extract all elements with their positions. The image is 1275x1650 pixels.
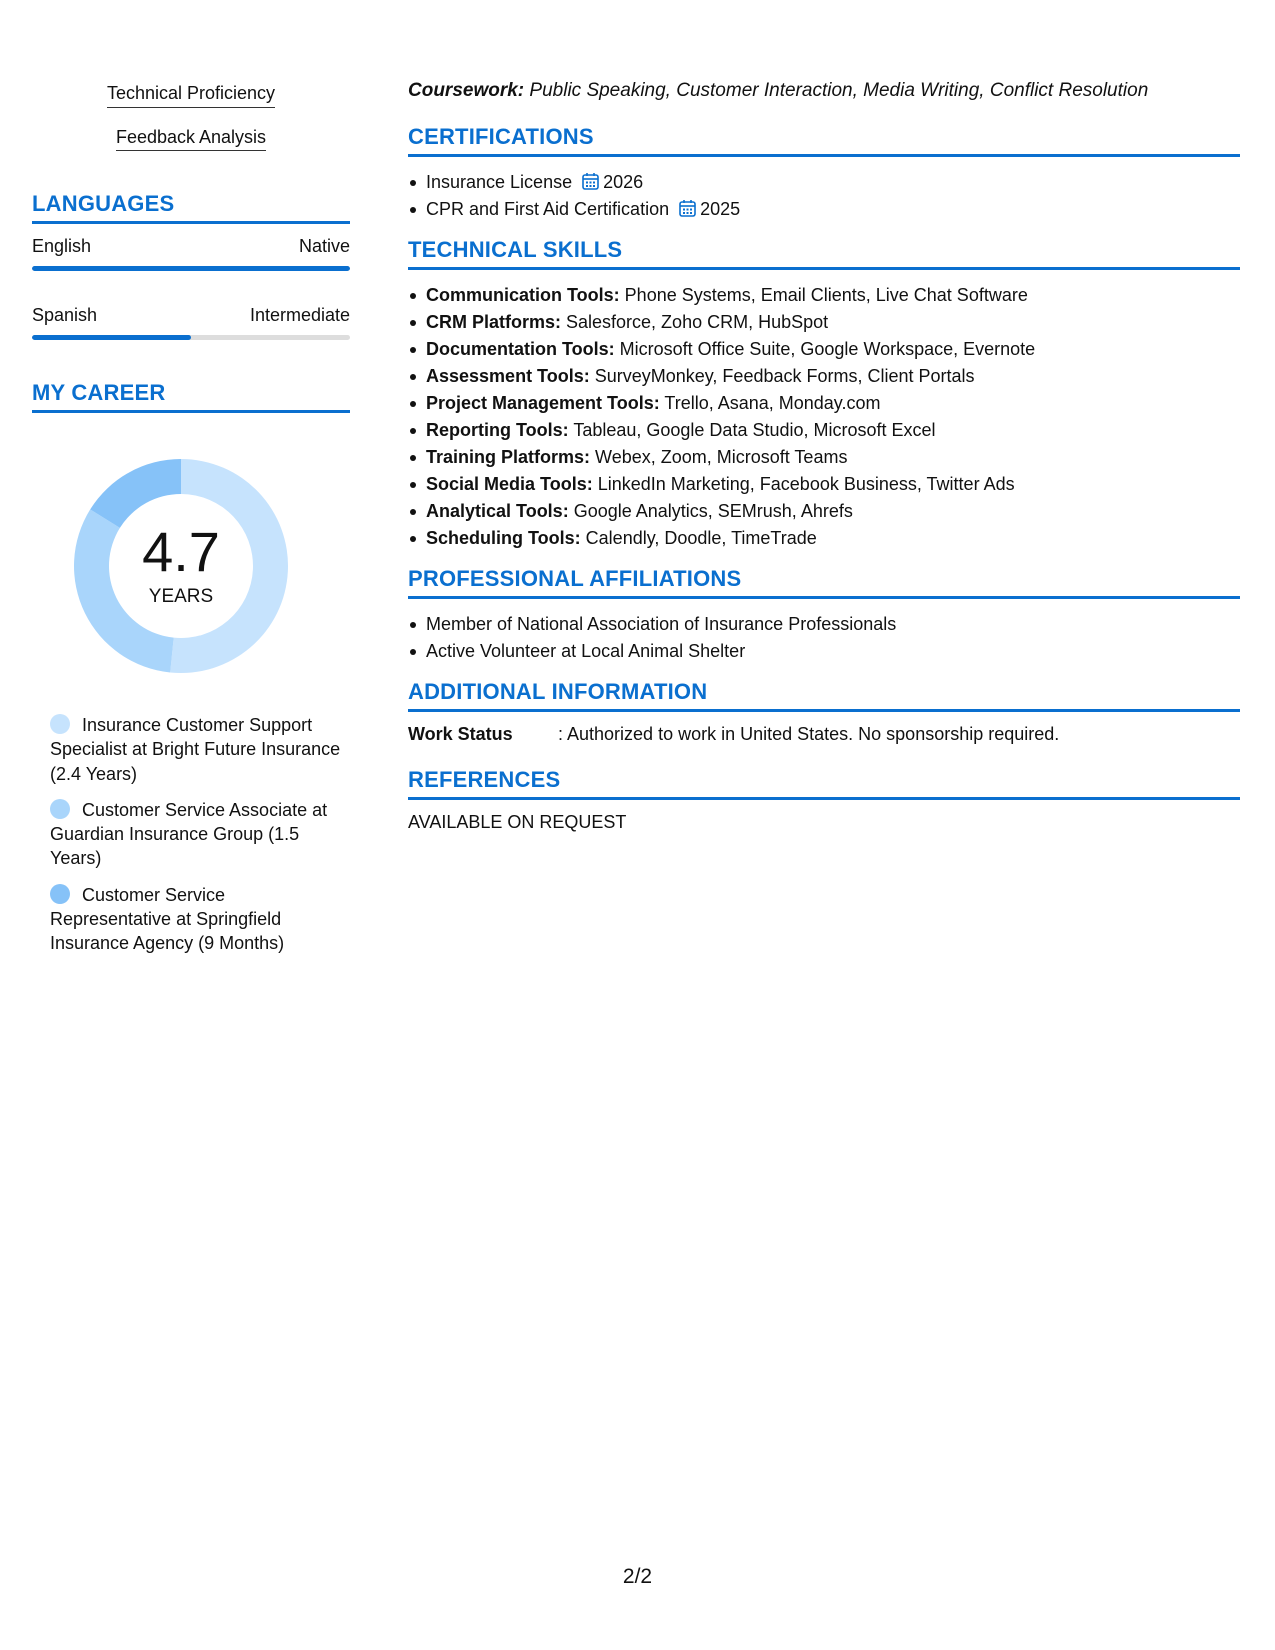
- additional-info-section: [408, 679, 1240, 745]
- career-total-value: 4.7: [142, 520, 220, 583]
- career-item: [50, 713, 350, 786]
- certification-year: 2025: [700, 199, 741, 219]
- technical-skills-list: [408, 282, 1240, 552]
- references-title: REFERENCES: [408, 767, 1240, 800]
- certification-name: Insurance License: [426, 172, 573, 192]
- languages-section: [32, 191, 350, 340]
- references-text: AVAILABLE ON REQUEST: [408, 812, 627, 832]
- skill-label: Project Management Tools:: [426, 393, 660, 413]
- page-number: 2/2: [622, 1565, 653, 1588]
- list-item: [408, 336, 1240, 363]
- skill-label: Communication Tools:: [426, 285, 620, 305]
- affiliations-title: PROFESSIONAL AFFILIATIONS: [408, 566, 1240, 599]
- language-bar-fill: [32, 266, 350, 271]
- career-total-unit: YEARS: [148, 586, 214, 607]
- language-bar-fill: [32, 335, 191, 340]
- language-row: [32, 236, 350, 257]
- career-list: [32, 713, 350, 956]
- language-bar: [32, 335, 350, 340]
- left-column: [32, 82, 350, 968]
- work-status-label: Work Status: [408, 724, 513, 744]
- skill-value: Salesforce, Zoho CRM, HubSpot: [561, 312, 829, 332]
- skill-label: Reporting Tools:: [426, 420, 569, 440]
- list-item: [408, 196, 1240, 223]
- language-level: Intermediate: [249, 305, 350, 325]
- skill-value: Webex, Zoom, Microsoft Teams: [590, 447, 848, 467]
- list-item: Active Volunteer at Local Animal Shelter: [408, 638, 1240, 665]
- language-name: English: [32, 236, 92, 256]
- language-row: [32, 305, 350, 326]
- list-item: [408, 390, 1240, 417]
- certifications-list: [408, 169, 1240, 223]
- career-title: MY CAREER: [32, 380, 350, 413]
- work-status-row: [408, 724, 1240, 745]
- calendar-icon: [582, 172, 599, 190]
- skill-label: Assessment Tools:: [426, 366, 590, 386]
- list-item: [408, 444, 1240, 471]
- language-name: Spanish: [32, 305, 98, 325]
- skill-label: Analytical Tools:: [426, 501, 569, 521]
- skill-label: Training Platforms:: [426, 447, 591, 467]
- career-item-label: Customer Service Associate at Guardian Insurance Group (1.5 Years): [50, 799, 328, 869]
- affiliations-section: [408, 566, 1240, 665]
- technical-skills-title: TECHNICAL SKILLS: [408, 237, 1240, 270]
- skill-tag: Feedback Analysis: [116, 126, 266, 152]
- work-status-value: : Authorized to work in United States. No sponsorship required.: [558, 724, 1060, 744]
- list-item: [408, 169, 1240, 196]
- skill-value: Trello, Asana, Monday.com: [659, 393, 881, 413]
- additional-info-title: ADDITIONAL INFORMATION: [408, 679, 1240, 712]
- affiliations-list: [408, 611, 1240, 665]
- legend-dot: [50, 799, 70, 819]
- references-section: [408, 767, 1240, 833]
- technical-skills-section: [408, 237, 1240, 552]
- skill-value: Microsoft Office Suite, Google Workspace, Evernote: [614, 339, 1036, 359]
- career-item: [50, 798, 350, 871]
- list-item: [408, 363, 1240, 390]
- skill-value: Tableau, Google Data Studio, Microsoft Excel: [568, 420, 936, 440]
- skill-value: LinkedIn Marketing, Facebook Business, Twitter Ads: [592, 474, 1015, 494]
- list-item: Member of National Association of Insurance Professionals: [408, 611, 1240, 638]
- skill-value: Google Analytics, SEMrush, Ahrefs: [568, 501, 853, 521]
- skill-label: Documentation Tools:: [426, 339, 615, 359]
- list-item: [408, 525, 1240, 552]
- career-item: [50, 883, 350, 956]
- certifications-title: CERTIFICATIONS: [408, 124, 1240, 157]
- certification-name: CPR and First Aid Certification: [426, 199, 670, 219]
- coursework-label: Coursework:: [408, 80, 525, 101]
- career-donut-chart: [66, 451, 296, 681]
- list-item: [408, 471, 1240, 498]
- legend-dot: [50, 714, 70, 734]
- career-section: [32, 380, 350, 956]
- career-item-label: Customer Service Representative at Springfield Insurance Agency (9 Months): [50, 884, 285, 954]
- certifications-section: [408, 124, 1240, 223]
- skill-label: Social Media Tools:: [426, 474, 593, 494]
- skill-value: SurveyMonkey, Feedback Forms, Client Portals: [589, 366, 975, 386]
- certification-year: 2026: [603, 172, 644, 192]
- career-item-label: Insurance Customer Support Specialist at Bright Future Insurance (2.4 Years): [50, 715, 341, 784]
- languages-title: LANGUAGES: [32, 191, 350, 224]
- language-bar: [32, 266, 350, 271]
- skill-tag: Technical Proficiency: [107, 82, 275, 108]
- coursework: [408, 80, 1240, 102]
- right-column: [408, 80, 1240, 847]
- list-item: [408, 498, 1240, 525]
- list-item: [408, 417, 1240, 444]
- list-item: [408, 282, 1240, 309]
- skill-value: Calendly, Doodle, TimeTrade: [580, 528, 817, 548]
- list-item: [408, 309, 1240, 336]
- legend-dot: [50, 884, 70, 904]
- language-level: Native: [298, 236, 350, 256]
- skill-label: Scheduling Tools:: [426, 528, 581, 548]
- skill-label: CRM Platforms:: [426, 312, 562, 332]
- skill-value: Phone Systems, Email Clients, Live Chat Software: [619, 285, 1028, 305]
- calendar-icon: [679, 199, 696, 217]
- coursework-text: Public Speaking, Customer Interaction, Media Writing, Conflict Resolution: [524, 80, 1149, 101]
